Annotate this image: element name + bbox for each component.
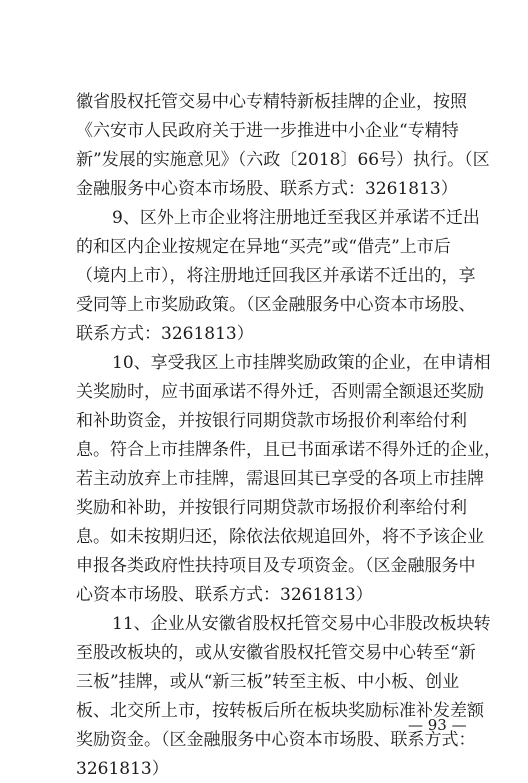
text-line: 心资本市场股、联系方式：3261813） <box>76 585 373 605</box>
text-line: （境内上市），将注册地迁回我区并承诺不迁出的，享 <box>76 266 476 286</box>
text-line: 申报各类政府性扶持项目及专项资金。（区金融服务中 <box>76 556 476 576</box>
text-line: 板、北交所上市，按转板后所在板块奖励标准补发差额 <box>76 701 484 721</box>
text-line: 奖励和补助，并按银行同期贷款市场报价利率给付利 <box>76 498 467 518</box>
paragraph-11-first-line: 11、企业从安徽省股权托管交易中心非股改板块转 <box>112 614 491 634</box>
text-line: 息。符合上市挂牌条件，且已书面承诺不得外迁的企业， <box>76 440 501 460</box>
text-line: 《六安市人民政府关于进一步推进中小企业“专精特 <box>76 121 459 141</box>
paragraph-10-first-line: 10、享受我区上市挂牌奖励政策的企业，在申请相 <box>112 353 491 373</box>
text-line: 息。如未按期归还，除依法依规追回外，将不予该企业 <box>76 527 484 547</box>
text-line: 若主动放弃上市挂牌，需退回其已享受的各项上市挂牌 <box>76 469 484 489</box>
text-line: 的和区内企业按规定在异地“买壳”或“借壳”上市后 <box>76 237 451 257</box>
page-number: — 93 — <box>408 716 467 734</box>
text-line: 三板”挂牌，或从“新三板”转至主板、中小板、创业 <box>76 672 460 692</box>
text-line: 受同等上市奖励政策。（区金融服务中心资本市场股、 <box>76 295 476 315</box>
text-line: 徽省股权托管交易中心专精特新板挂牌的企业，按照 <box>76 92 467 112</box>
text-line: 3261813） <box>76 759 169 779</box>
text-line: 至股改板块的，或从安徽省股权托管交易中心转至“新 <box>76 643 476 663</box>
text-line: 新”发展的实施意见》（六政〔2018〕66号）执行。（区 <box>76 150 490 170</box>
text-line: 金融服务中心资本市场股、联系方式：3261813） <box>76 179 458 199</box>
text-line: 奖励资金。（区金融服务中心资本市场股、联系方式： <box>76 730 476 750</box>
text-line: 和补助资金，并按银行同期贷款市场报价利率给付利 <box>76 411 467 431</box>
text-line: 联系方式：3261813） <box>76 324 254 344</box>
text-line: 关奖励时，应书面承诺不得外迁，否则需全额退还奖励 <box>76 382 484 402</box>
paragraph-9-first-line: 9、区外上市企业将注册地迁至我区并承诺不迁出 <box>112 208 480 228</box>
